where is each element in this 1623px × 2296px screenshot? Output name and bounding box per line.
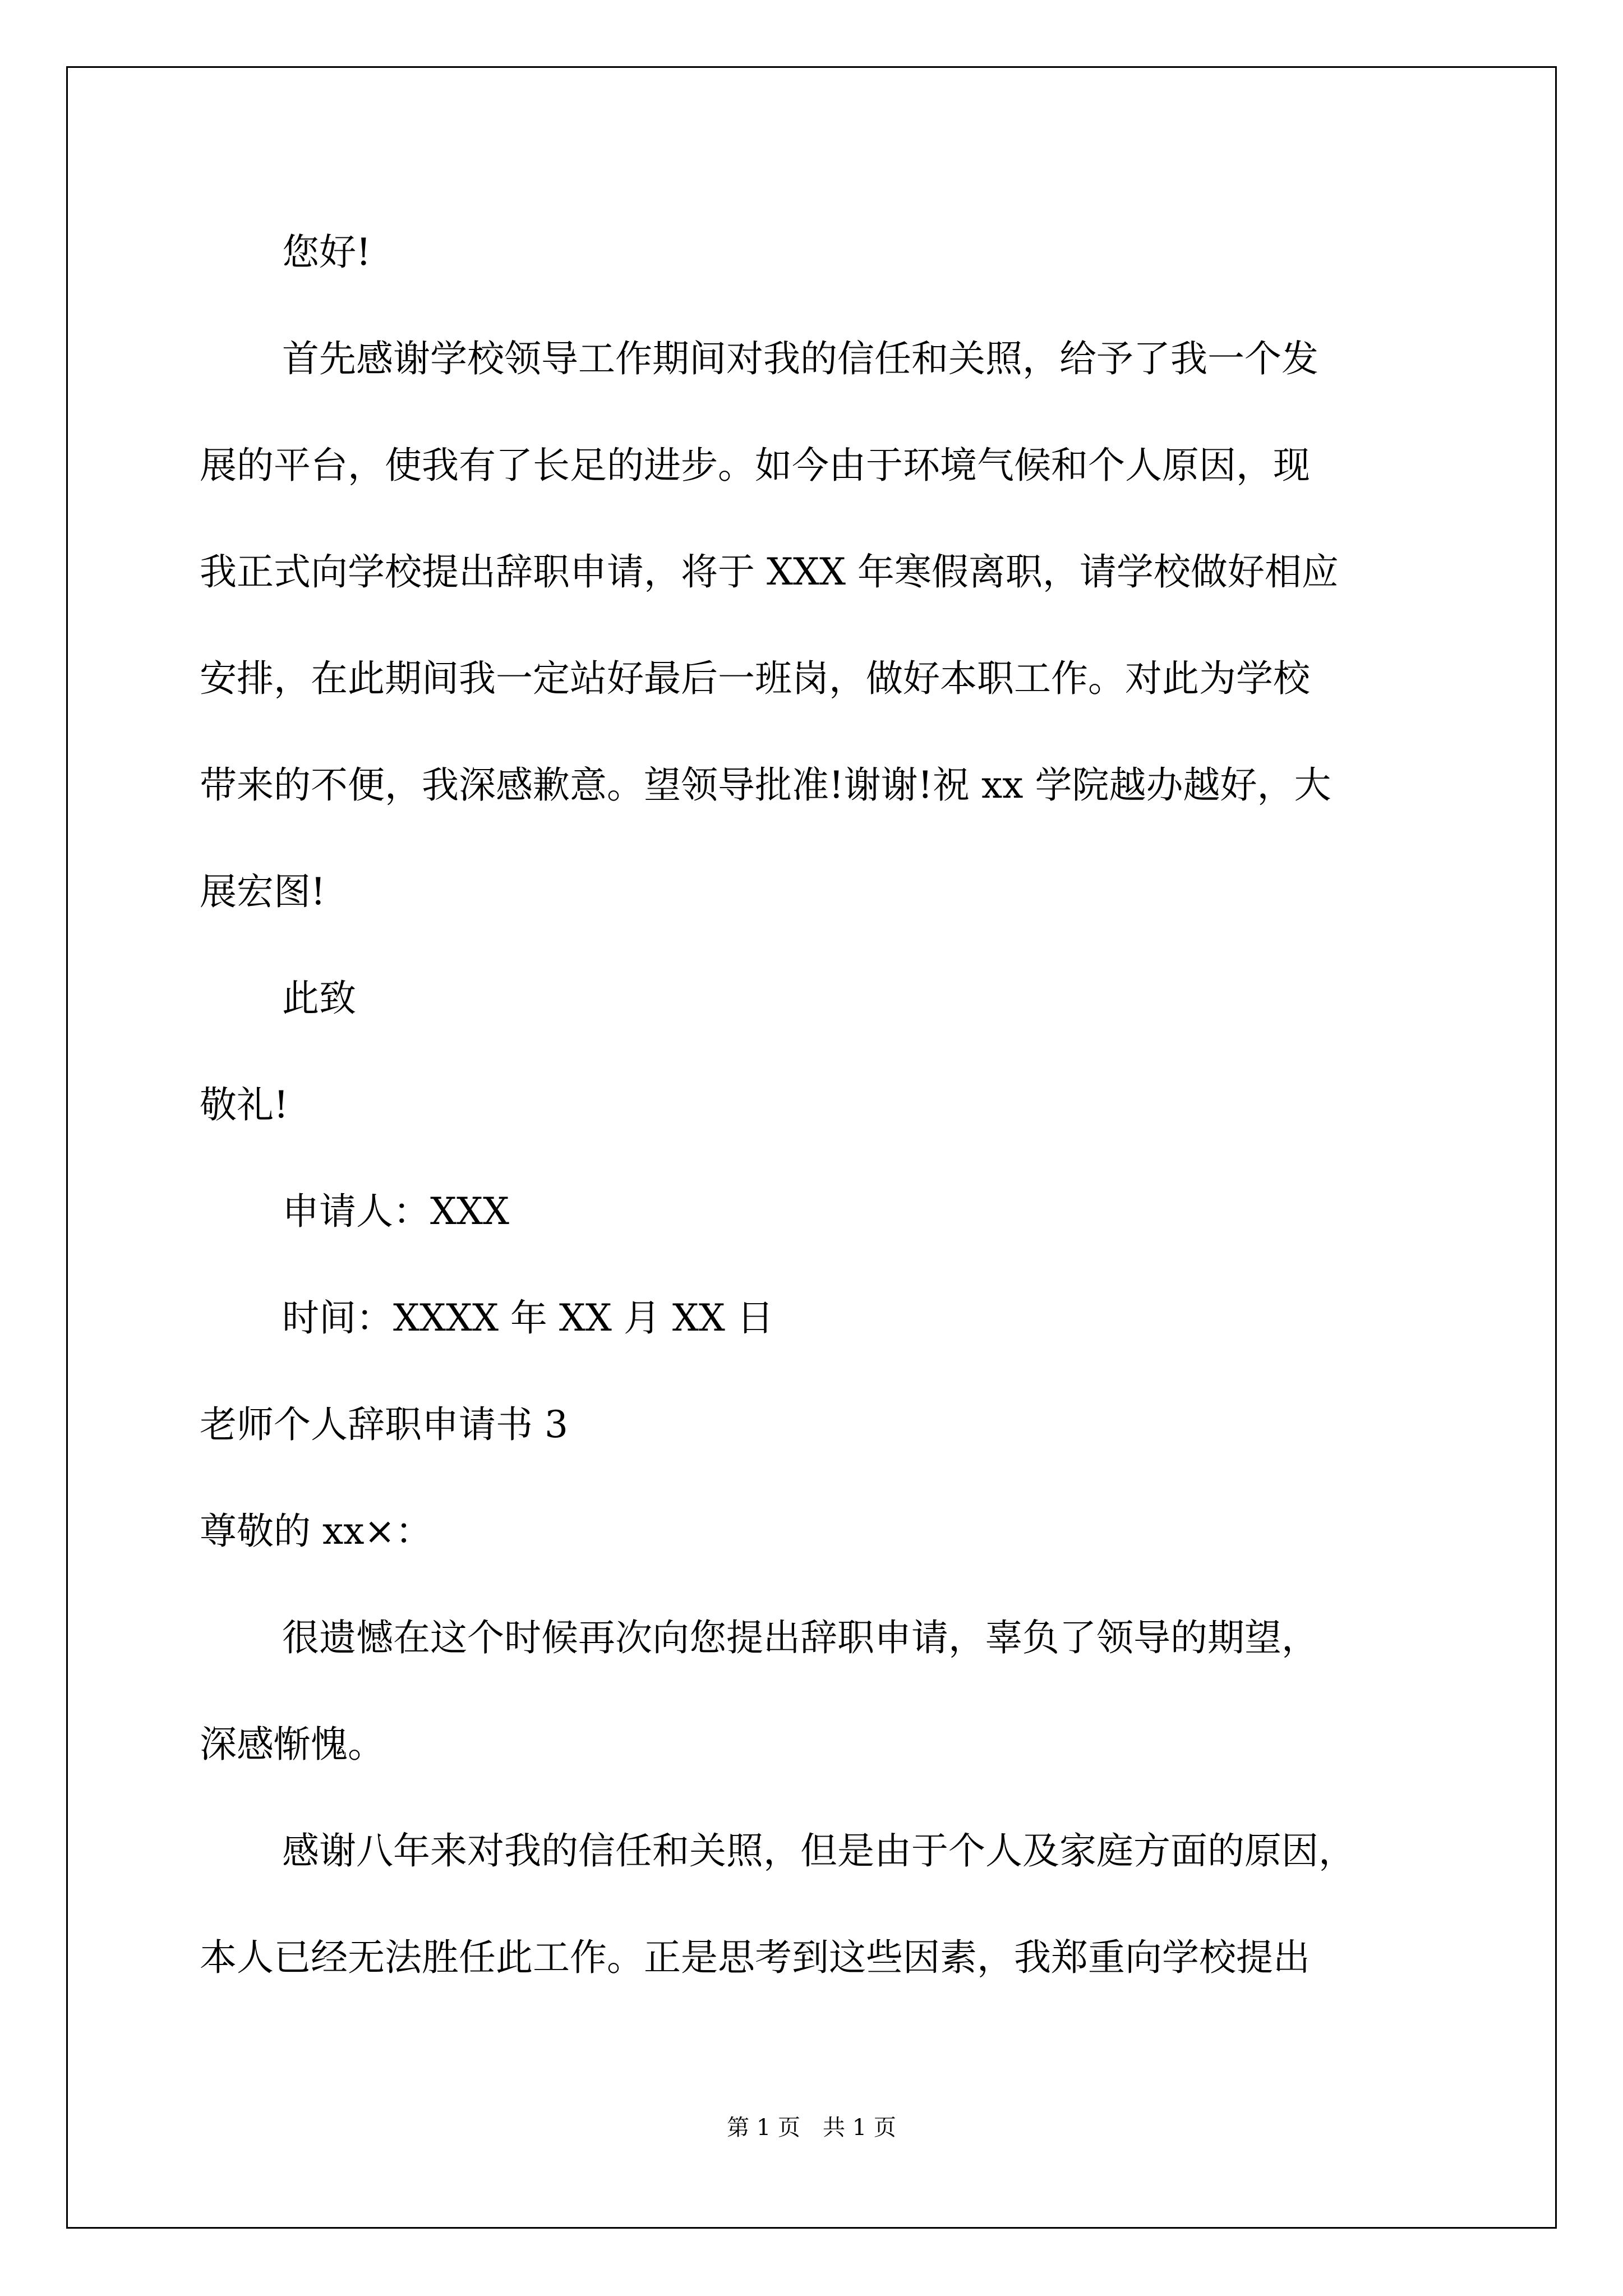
page-border <box>66 66 1557 2229</box>
paragraph-3-line-1: 感谢八年来对我的信任和关照，但是由于个人及家庭方面的原因， <box>282 1829 1355 1872</box>
salutation: 尊敬的 xx×： <box>200 1510 432 1553</box>
greeting: 您好! <box>282 231 371 274</box>
paragraph-3-line-2: 本人已经无法胜任此工作。正是思考到这些因素，我郑重向学校提出 <box>200 1936 1310 1979</box>
closing-cizhi: 此致 <box>282 977 356 1020</box>
paragraph-1-line-6: 展宏图! <box>200 870 326 913</box>
paragraph-1-line-3: 我正式向学校提出辞职申请，将于 XXX 年寒假离职，请学校做好相应 <box>200 550 1339 593</box>
applicant-line: 申请人：XXX <box>282 1190 509 1233</box>
page-footer: 第 1 页 共 1 页 <box>727 2115 896 2141</box>
section-title: 老师个人辞职申请书 3 <box>200 1403 568 1446</box>
paragraph-2-line-1: 很遗憾在这个时候再次向您提出辞职申请，辜负了领导的期望， <box>282 1616 1318 1659</box>
date-line: 时间：XXXX 年 XX 月 XX 日 <box>282 1296 774 1340</box>
closing-jingli: 敬礼! <box>200 1083 289 1126</box>
paragraph-1-line-4: 安排，在此期间我一定站好最后一班岗，做好本职工作。对此为学校 <box>200 657 1310 700</box>
paragraph-1-line-5: 带来的不便，我深感歉意。望领导批准!谢谢!祝 xx 学院越办越好，大 <box>200 763 1331 807</box>
paragraph-1-line-1: 首先感谢学校领导工作期间对我的信任和关照，给予了我一个发 <box>282 337 1318 380</box>
paragraph-2-line-2: 深感惭愧。 <box>200 1723 385 1766</box>
paragraph-1-line-2: 展的平台，使我有了长足的进步。如今由于环境气候和个人原因，现 <box>200 444 1310 487</box>
